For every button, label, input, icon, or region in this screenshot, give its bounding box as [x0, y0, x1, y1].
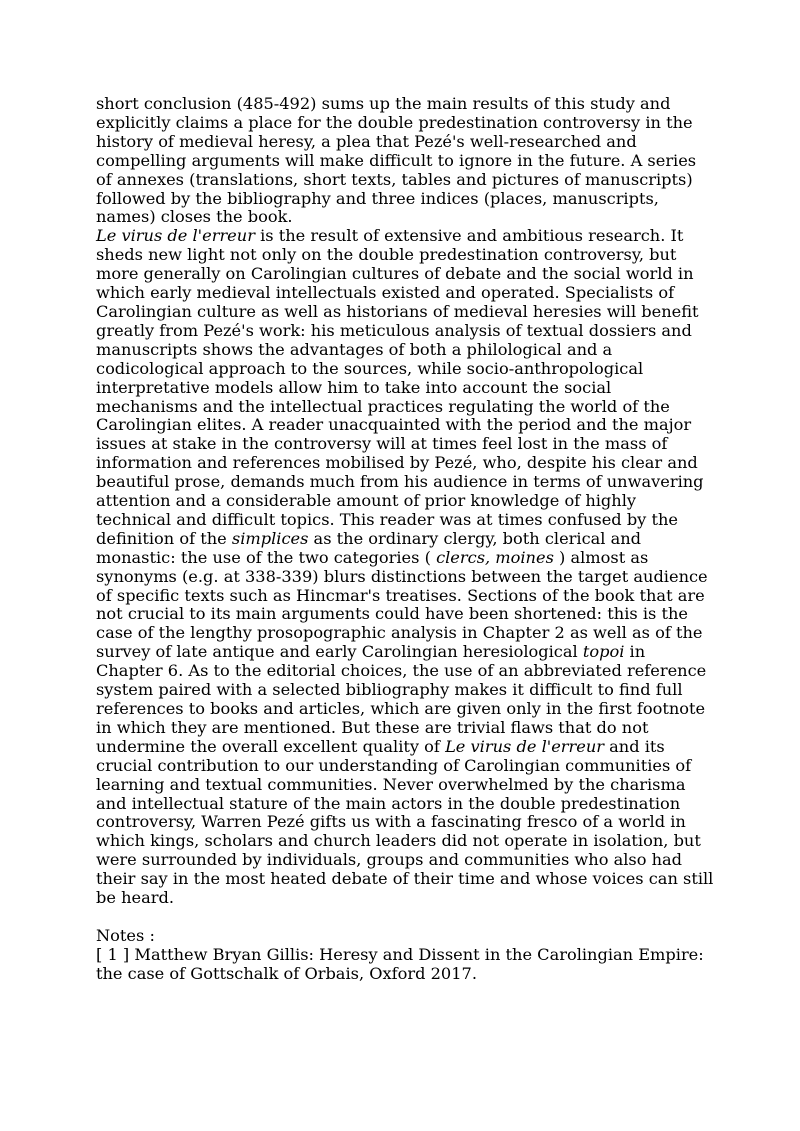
review-page	[96, 95, 716, 984]
paragraph-conclusion: short conclusion (485-492) sums up the main results of this study and explicitly claims a place for the double predestination controversy in the history of medieval heresy, a plea that Pezé's well-researched and compelling arguments will make difficult to ignore in the future. A series of annexes (translations, short texts, tables and pictures of manuscripts) followed by the bibliography and three indices (places, manuscripts, names) closes the book.	[96, 94, 697, 227]
term-simplices: simplices	[231, 528, 309, 548]
text-segment: is the result of extensive and ambitious research. It sheds new light not only on the double predestination controversy, but more generally on Carolingian cultures of debate and the social world in which early medieval intellectuals existed and operated. Specialists of Carolingian culture as well as historians of medieval heresies will benefit greatly from Pezé's work: his meticulous analysis of textual dossiers and manuscripts shows the advantages of both a philological and a codicological approach to the sources, while socio-anthropological interpretative models allow him to take into account the social mechanisms and the intellectual practices regulating the world of the Carolingian elites. A reader unacquainted with the period and the major issues at stake in the controversy will at times feel lost in the mass of information and references mobilised by Pezé, who, despite his clear and beautiful prose, demands much from his audience in terms of unwavering attention and a considerable amount of prior knowledge of highly technical and difficult topics. This reader was at times confused by the definition of the	[96, 226, 704, 548]
text-segment: and its crucial contribution to our understanding of Carolingian communities of learning and textual communities. Never overwhelmed by the charisma and intellectual stature of the main actors in the double predestination controversy, Warren Pezé gifts us with a fascinating fresco of a world in which kings, scholars and church leaders did not operate in isolation, but were surrounded by individuals, groups and communities who also had their say in the most heated debate of their time and whose voices can still be heard.	[96, 736, 714, 908]
paragraph-assessment	[96, 227, 716, 908]
text-segment: ) almost as synonyms (e.g. at 338-339) blurs distinctions between the target audience of specific texts such as Hincmar's treatises. Sections of the book that are not crucial to its main arguments could have been shortened: this is the case of the lengthy prosopographic analysis in Chapter 2 as well as of the survey of late antique and early Carolingian heresiological	[96, 547, 708, 662]
book-title-italic: Le virus de l'erreur	[445, 736, 604, 756]
footnote-1: [ 1 ] Matthew Bryan Gillis: Heresy and Dissent in the Carolingian Empire: the case of Gottschalk of Orbais, Oxford 2017.	[96, 944, 704, 983]
spacer	[96, 908, 716, 927]
term-categories: clercs, moines	[436, 547, 554, 567]
text-segment: in Chapter 6. As to the editorial choices, the use of an abbreviated reference system paired with a selected bibliography makes it difficult to find full references to books and articles, which are given only in the first footnote in which they are mentioned. But these are trivial flaws that do not undermine the overall excellent quality of	[96, 642, 707, 756]
text-segment: as the ordinary clergy, both clerical and monastic: the use of the two categories (	[96, 528, 642, 567]
term-topoi: topoi	[582, 642, 625, 662]
notes-heading: Notes :	[96, 925, 155, 945]
book-title-italic: Le virus de l'erreur	[96, 226, 255, 246]
